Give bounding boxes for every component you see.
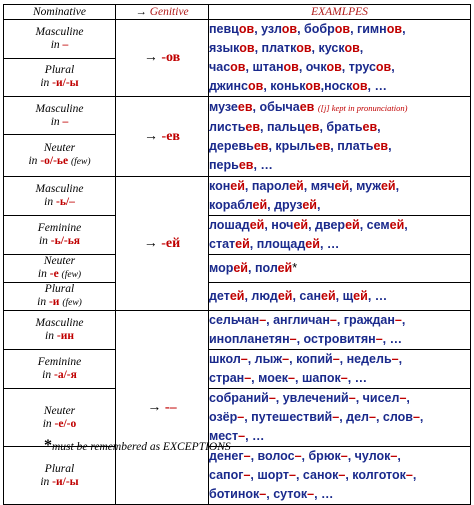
ending-value: -ь/-ья	[50, 235, 81, 247]
word-stem: , лыж	[247, 352, 283, 366]
nominative-ending	[4, 418, 115, 431]
examples-cell	[209, 389, 471, 447]
header-nominative: Nominative	[4, 5, 116, 20]
word-stem: , граждан	[336, 313, 395, 327]
word-stem: сельчан	[209, 313, 260, 327]
word-stem: ,	[388, 139, 392, 153]
word-stem: , шапок	[295, 371, 341, 385]
example-line	[209, 216, 470, 235]
ending-prefix: in	[37, 296, 49, 308]
genitive-ending: –	[394, 313, 402, 327]
genitive-ending: ей	[380, 179, 396, 193]
genitive-ending: ей	[277, 261, 293, 275]
ending-value: -и	[48, 296, 60, 308]
example-line	[209, 427, 470, 446]
genitive-ending: ов	[352, 79, 368, 93]
ending-prefix: in	[50, 115, 63, 128]
example-line	[209, 287, 470, 306]
word-stem: ,	[404, 218, 408, 232]
genitive-ending: ей	[249, 218, 265, 232]
genitive-ending: ей	[233, 261, 248, 275]
genitive-ending: ей	[345, 218, 360, 232]
word-stem: ,	[377, 120, 381, 134]
genitive-ending: –	[332, 410, 340, 424]
example-line	[209, 350, 470, 369]
genitive-ending: ев	[315, 139, 331, 153]
gender-label: Masculine	[35, 25, 84, 38]
word-stem: инопланетян	[209, 332, 290, 346]
genitive-ending: ей	[321, 289, 336, 303]
word-stem: озёр	[209, 410, 238, 424]
genitive-ending: ев	[237, 100, 253, 114]
few-note: (few)	[61, 270, 82, 280]
genitive-ending: –	[390, 449, 398, 463]
word-stem: , дел	[339, 410, 369, 424]
nominative-cell	[4, 97, 116, 135]
word-stem: музе	[209, 100, 238, 114]
genitive-ending: ей	[389, 218, 405, 232]
example-line	[209, 77, 470, 96]
genitive-ending: –	[259, 487, 267, 501]
nominative-cell	[4, 20, 116, 59]
genitive-plural-table	[3, 4, 471, 505]
word-stem: , …	[347, 371, 368, 385]
pronunciation-note: ([j] kept in pronunciation)	[317, 103, 408, 113]
table-row	[4, 311, 471, 350]
word-stem: листь	[209, 120, 246, 134]
word-stem: , копий	[289, 352, 333, 366]
word-stem: ,	[398, 352, 403, 366]
genitive-ending: ей	[230, 179, 245, 193]
word-stem: , брать	[319, 120, 363, 134]
word-stem: , англичан	[266, 313, 330, 327]
example-line	[209, 466, 470, 485]
nominative-cell	[4, 177, 116, 216]
word-stem: , обыча	[252, 100, 300, 114]
arrow-icon: →	[143, 50, 158, 65]
example-line	[209, 98, 470, 118]
genitive-ending: ов	[344, 41, 360, 55]
nominative-cell	[4, 350, 116, 389]
nominative-cell	[4, 447, 116, 505]
word-stem: , брюк	[301, 449, 341, 463]
genitive-ending: ев	[362, 120, 378, 134]
genitive-ending: –	[399, 391, 407, 405]
genitive-ending: –	[259, 313, 267, 327]
word-stem: , …	[245, 429, 265, 443]
genitive-cell	[116, 20, 209, 97]
nominative-cell	[4, 311, 116, 350]
examples-cell	[209, 97, 471, 177]
example-line	[209, 177, 470, 196]
arrow-icon: →	[144, 128, 159, 144]
word-stem: ,	[419, 410, 424, 424]
ending-prefix: in	[28, 155, 41, 167]
word-stem: , …	[382, 332, 403, 346]
gender-label: Neuter	[43, 404, 76, 417]
word-stem: ,	[406, 391, 410, 405]
genitive-ending: –	[329, 313, 337, 327]
genitive-ending: ов	[230, 60, 246, 74]
word-stem: , ноч	[264, 218, 294, 232]
header-genitive: → Genitive	[116, 5, 209, 20]
genitive-cell	[116, 97, 209, 177]
example-line	[209, 156, 470, 175]
table-row	[4, 97, 471, 135]
word-stem: ,	[401, 313, 406, 327]
word-stem: , штан	[245, 60, 284, 74]
genitive-ending: –	[282, 352, 290, 366]
genitive-suffix: -ов	[161, 50, 181, 65]
examples-cell	[209, 447, 471, 505]
genitive-ending: ев	[299, 100, 315, 114]
genitive-ending: –	[288, 371, 295, 385]
genitive-ending: –	[289, 332, 297, 346]
ending-prefix: in	[40, 475, 53, 488]
word-stem: , площад	[249, 237, 306, 251]
nominative-ending	[4, 196, 115, 209]
ending-value: -и/-ы	[52, 475, 79, 488]
word-stem: , бобр	[297, 22, 335, 36]
genitive-ending: ев	[373, 139, 389, 153]
word-stem: , санок	[295, 468, 339, 482]
example-line	[209, 389, 470, 408]
exception-star: *	[292, 261, 298, 275]
gender-label: Plural	[44, 64, 75, 77]
nominative-cell	[4, 58, 116, 97]
word-stem: , пол	[248, 261, 278, 275]
word-stem: , …	[314, 487, 334, 501]
nominative-ending	[4, 39, 115, 52]
word-stem: , узл	[254, 22, 282, 36]
genitive-cell	[116, 311, 209, 505]
genitive-ending: ев	[304, 120, 320, 134]
ending-value: –	[62, 38, 69, 51]
nominative-cell	[4, 283, 116, 311]
examples-cell	[209, 283, 471, 311]
example-line	[209, 369, 470, 388]
genitive-ending: –	[243, 449, 251, 463]
example-line	[209, 58, 470, 77]
word-stem: ,	[395, 179, 400, 193]
genitive-ending: –	[391, 352, 399, 366]
genitive-ending: –	[238, 429, 246, 443]
word-stem: , крыль	[268, 139, 316, 153]
word-stem: сапог	[209, 468, 244, 482]
ending-value: –	[62, 115, 69, 128]
word-stem: , двер	[308, 218, 346, 232]
genitive-ending: –	[244, 371, 252, 385]
word-stem: деревь	[209, 139, 254, 153]
word-stem: корабл	[209, 198, 253, 212]
table-row	[4, 350, 471, 389]
genitive-ending: –	[348, 391, 356, 405]
word-stem: певц	[209, 22, 239, 36]
examples-cell	[209, 350, 471, 389]
word-stem: лошад	[209, 218, 250, 232]
word-stem: мор	[209, 261, 234, 275]
example-line	[209, 259, 470, 278]
word-stem: , мяч	[303, 179, 335, 193]
genitive-ending: ей	[334, 179, 350, 193]
table-header-row	[4, 5, 471, 20]
word-stem: , плать	[330, 139, 374, 153]
word-stem: ,	[397, 449, 401, 463]
genitive-ending: –	[368, 410, 376, 424]
genitive-ending: ей	[235, 237, 250, 251]
genitive-ending: ов	[305, 79, 321, 93]
genitive-ending: ов	[326, 60, 342, 74]
genitive-ending: –	[289, 468, 296, 482]
gender-label: Neuter	[43, 255, 76, 267]
genitive-ending: –	[405, 468, 413, 482]
nominative-cell	[4, 255, 116, 283]
ending-value: -о/-ье	[40, 155, 69, 167]
gender-label: Neuter	[43, 142, 76, 154]
ending-value: -ь/–	[55, 196, 75, 208]
word-stem: , недель	[339, 352, 392, 366]
ending-prefix: in	[45, 330, 57, 342]
table-row	[4, 255, 471, 283]
genitive-ending: ов	[375, 60, 392, 74]
genitive-ending: ов	[239, 41, 255, 55]
nominative-ending	[4, 235, 115, 248]
ending-value: -ин	[56, 330, 74, 342]
ending-prefix: in	[42, 369, 54, 381]
word-stem: язык	[209, 41, 240, 55]
ending-value: -е	[49, 268, 59, 280]
genitive-ending: ей	[229, 289, 245, 303]
genitive-ending: ев	[238, 158, 254, 172]
word-stem: денег	[209, 449, 244, 463]
word-stem: , друз	[267, 198, 303, 212]
examples-cell	[209, 255, 471, 283]
word-stem: , чулок	[347, 449, 391, 463]
gender-label: Masculine	[35, 183, 84, 195]
genitive-ending: –	[375, 332, 383, 346]
gender-label: Plural	[44, 462, 75, 475]
genitive-ending: ов	[281, 22, 298, 36]
word-stem: мест	[209, 429, 239, 443]
genitive-suffix: -ей	[161, 235, 181, 251]
word-stem: , щ	[335, 289, 354, 303]
genitive-ending: ов	[283, 60, 299, 74]
genitive-ending: ей	[305, 237, 320, 251]
nominative-ending	[4, 476, 115, 489]
genitive-ending: ей	[277, 289, 293, 303]
word-stem: ,	[316, 198, 321, 212]
gender-label: Feminine	[37, 356, 82, 368]
footnote	[44, 437, 231, 455]
gender-label: Plural	[44, 283, 75, 295]
header-examples: EXAMLPES	[209, 5, 471, 20]
genitive-ending: ов	[334, 22, 351, 36]
example-line	[209, 485, 470, 504]
word-stem: , колготок	[345, 468, 406, 482]
genitive-cell	[116, 177, 209, 311]
word-stem: перь	[209, 158, 239, 172]
word-stem: , …	[319, 237, 340, 251]
examples-cell	[209, 311, 471, 350]
word-stem: , суток	[266, 487, 308, 501]
word-stem: , путешествий	[244, 410, 333, 424]
example-line	[209, 235, 470, 254]
ending-value: -е/-о	[54, 417, 77, 430]
word-stem: , моек	[251, 371, 289, 385]
nominative-cell	[4, 216, 116, 255]
word-stem: собраний	[209, 391, 269, 405]
word-stem: ,	[402, 22, 406, 36]
word-stem: ,	[359, 41, 364, 55]
nominative-ending	[4, 116, 115, 129]
example-line	[209, 408, 470, 427]
gender-label: Feminine	[37, 222, 82, 234]
genitive-ending: ов	[386, 22, 403, 36]
genitive-ending: –	[307, 487, 315, 501]
ending-value: -а/-я	[54, 369, 77, 381]
nominative-ending	[4, 268, 115, 282]
word-stem: , гимн	[350, 22, 387, 36]
word-stem: , коньк	[263, 79, 306, 93]
arrow-icon: →	[143, 235, 158, 251]
ending-prefix: in	[37, 268, 50, 280]
example-line	[209, 39, 470, 58]
word-stem: , сан	[292, 289, 322, 303]
word-stem: кон	[209, 179, 231, 193]
example-line	[209, 118, 470, 137]
example-line	[209, 20, 470, 39]
word-stem: ,	[412, 468, 417, 482]
table-row	[4, 447, 471, 505]
genitive-ending: ов	[247, 79, 264, 93]
footnote-text: must be remembered as EXCEPTIONS	[52, 441, 231, 453]
example-line	[209, 330, 470, 349]
word-stem: дет	[209, 289, 230, 303]
word-stem: ботинок	[209, 487, 260, 501]
genitive-ending: –	[240, 352, 248, 366]
genitive-ending: ей	[252, 198, 268, 212]
genitive-ending: –	[340, 449, 348, 463]
nominative-cell	[4, 135, 116, 177]
gender-label: Masculine	[35, 102, 84, 115]
word-stem: , …	[367, 79, 387, 93]
table-body	[4, 20, 471, 505]
table-row	[4, 283, 471, 311]
word-stem: , платк	[254, 41, 297, 55]
word-stem: час	[209, 60, 231, 74]
genitive-ending: –	[412, 410, 420, 424]
word-stem: стат	[209, 237, 236, 251]
genitive-ending: –	[340, 371, 348, 385]
table-row	[4, 216, 471, 255]
genitive-ending: ей	[302, 198, 317, 212]
nominative-ending	[4, 296, 115, 310]
word-stem: , пальц	[260, 120, 305, 134]
nominative-ending	[4, 369, 115, 382]
word-stem: , сем	[359, 218, 390, 232]
footnote-star: *	[44, 437, 52, 454]
word-stem: школ	[209, 352, 241, 366]
nominative-ending	[4, 77, 115, 90]
word-stem: , люд	[244, 289, 278, 303]
word-stem: , увлечений	[275, 391, 349, 405]
ending-prefix: in	[40, 77, 53, 90]
genitive-ending: ев	[253, 139, 269, 153]
genitive-ending: –	[243, 468, 251, 482]
word-stem: , очк	[298, 60, 327, 74]
ending-prefix: in	[50, 38, 63, 51]
word-stem: джинс	[209, 79, 248, 93]
ending-prefix: in	[44, 196, 56, 208]
genitive-ending: ов	[238, 22, 255, 36]
arrow-icon: →	[147, 399, 162, 415]
word-stem: , чисел	[355, 391, 400, 405]
word-stem: , трус	[341, 60, 376, 74]
genitive-ending: –	[237, 410, 245, 424]
nominative-ending	[4, 330, 115, 343]
word-stem: , …	[367, 289, 388, 303]
examples-cell	[209, 216, 471, 255]
example-line	[209, 196, 470, 215]
genitive-ending: ов	[296, 41, 312, 55]
word-stem: , шорт	[250, 468, 289, 482]
few-note: (few)	[70, 157, 91, 167]
word-stem: , островитян	[296, 332, 376, 346]
word-stem: , волос	[250, 449, 295, 463]
example-line	[209, 137, 470, 156]
table-row	[4, 177, 471, 216]
word-stem: стран	[209, 371, 245, 385]
word-stem: ,	[391, 60, 395, 74]
genitive-ending: –	[338, 468, 346, 482]
genitive-ending: –	[332, 352, 340, 366]
word-stem: , …	[253, 158, 273, 172]
genitive-ending: ев	[245, 120, 261, 134]
ending-value: -и/-ы	[52, 77, 79, 90]
examples-cell	[209, 20, 471, 97]
genitive-ending: ей	[293, 218, 309, 232]
nominative-ending	[4, 155, 115, 169]
genitive-suffix: -–	[164, 399, 177, 415]
genitive-ending: ей	[289, 179, 304, 193]
gender-label: Masculine	[35, 317, 84, 329]
genitive-suffix: -ев	[161, 128, 180, 144]
word-stem: , муж	[349, 179, 381, 193]
word-stem: , слов	[375, 410, 413, 424]
genitive-ending: –	[268, 391, 276, 405]
ending-prefix: in	[38, 235, 51, 247]
genitive-ending: –	[294, 449, 302, 463]
examples-cell	[209, 177, 471, 216]
genitive-ending: ей	[353, 289, 368, 303]
word-stem: , парол	[244, 179, 290, 193]
word-stem: ,носк	[320, 79, 353, 93]
word-stem: , куск	[311, 41, 345, 55]
few-note: (few)	[62, 298, 82, 308]
ending-prefix: in	[42, 417, 55, 430]
example-line	[209, 447, 470, 466]
example-line	[209, 311, 470, 330]
table-row	[4, 20, 471, 59]
